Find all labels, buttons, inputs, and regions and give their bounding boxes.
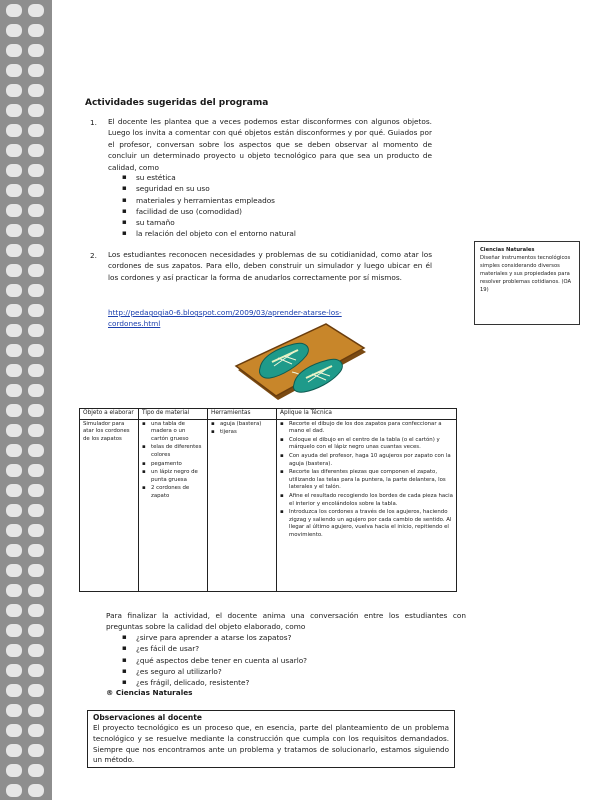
binder-hole [28, 204, 44, 217]
binder-hole [6, 104, 22, 117]
item-1-text: El docente les plantea que a veces podemos estar disconformes con algunos objetos. Luego los invita a comentar con qué objetos están disconformes y por qué. Guiados por el profesor, conversan sobre los aspectos que se deben observar al momento de concluir un determinado proyecto u objeto tecnológico para que sea un producto de calidad, como [108, 117, 432, 172]
binder-hole [28, 464, 44, 477]
binder-hole [6, 84, 22, 97]
list-item: ▪ Con ayuda del profesor, haga 10 agujeros por zapato con la aguja (bastera). [280, 453, 453, 468]
column-header: Objeto a elaborar [80, 409, 139, 420]
binder-hole [28, 584, 44, 597]
binder-hole [28, 144, 44, 157]
list-item: ▪ Introduzca los cordones a través de los agujeros, haciendo zigzag y saliendo un agujero por cada cambio de sentido. Al llegar al último agujero, vuelva hacia el inicio, repitiendo el movimiento. [280, 509, 453, 539]
binder-hole [6, 184, 22, 197]
binder-hole [6, 384, 22, 397]
binder-hole [6, 344, 22, 357]
closing-questions [122, 632, 422, 688]
list-item: ▪ facilidad de uso (comodidad) [122, 206, 422, 217]
binder-hole [6, 244, 22, 257]
binder-hole [6, 304, 22, 317]
binder-hole [28, 84, 44, 97]
binder-hole [6, 444, 22, 457]
binder-hole [6, 144, 22, 157]
binder-hole [28, 164, 44, 177]
binder-hole [28, 64, 44, 77]
binder-hole [28, 44, 44, 57]
binder-hole [6, 284, 22, 297]
list-item: ▪ seguridad en su uso [122, 183, 422, 194]
binder-hole [28, 244, 44, 257]
cross-reference-note: ® Ciencias Naturales [106, 688, 193, 697]
sidebar-note-text: Diseñar instrumentos tecnológicos simples considerando diversos materiales y sus propiedades para resolver problemas cotidianos. (OA 19) [480, 255, 572, 293]
binder-hole [28, 444, 44, 457]
binder-hole [6, 4, 22, 17]
shoe-simulator-illustration [232, 322, 370, 404]
list-item: ▪ su estética [122, 172, 422, 183]
list-item: ▪ ¿es fácil de usar? [122, 643, 422, 654]
binder-hole [6, 164, 22, 177]
binder-hole [28, 124, 44, 137]
herramientas-cell [208, 419, 277, 591]
binder-hole [6, 744, 22, 757]
binder-hole [28, 704, 44, 717]
binder-hole [6, 64, 22, 77]
list-item: ▪ ¿es frágil, delicado, resistente? [122, 677, 422, 688]
column-header: Aplique la Técnica [277, 409, 457, 420]
binder-hole [6, 704, 22, 717]
binder-hole [28, 784, 44, 797]
list-item: ▪ telas de diferentes colores [142, 444, 204, 459]
binder-hole [28, 484, 44, 497]
list-item: ▪ aguja (bastera) [211, 421, 273, 429]
observations-box [87, 710, 455, 768]
item-number: 2. [90, 251, 97, 260]
binder-hole [6, 464, 22, 477]
tecnica-cell [277, 419, 457, 591]
binder-hole [28, 504, 44, 517]
list-item: ▪ ¿sirve para aprender a atarse los zapatos? [122, 632, 422, 643]
binder-hole [28, 424, 44, 437]
binder-hole [6, 404, 22, 417]
sidebar-note [474, 241, 580, 325]
closing-text: Para finalizar la actividad, el docente anima una conversación entre los estudiantes con preguntas sobre la calidad del objeto elaborado, como [106, 611, 466, 632]
binder-hole [28, 684, 44, 697]
binder-hole [28, 544, 44, 557]
item-number: 1. [90, 118, 97, 127]
binder-hole [28, 604, 44, 617]
list-item: ▪ su tamaño [122, 217, 422, 228]
item-1-bullets [122, 172, 422, 240]
list-item: ▪ Recorte el dibujo de los dos zapatos para confeccionar a mano el dad. [280, 421, 453, 436]
list-item: ▪ Afine el resultado recogiendo los bordes de cada pieza hacia el interior y encolándolos sobre la tabla. [280, 493, 453, 508]
list-item: ▪ Coloque el dibujo en el centro de la tabla (o el cartón) y márquelo con el lápiz negro unas cuantas veces. [280, 437, 453, 452]
sidebar-note-title: Ciencias Naturales [480, 247, 535, 253]
binder-hole [6, 664, 22, 677]
list-item: ▪ ¿es seguro al utilizarlo? [122, 666, 422, 677]
binder-hole [28, 264, 44, 277]
binder-hole [28, 4, 44, 17]
binder-hole [6, 644, 22, 657]
binder-hole [6, 324, 22, 337]
list-item: ▪ Recorte las diferentes piezas que componen el zapato, utilizando las telas para la puntera, la parte delantera, los laterales y el talón. [280, 469, 453, 492]
table-header-row [80, 409, 457, 420]
binder-hole [28, 564, 44, 577]
binder-strip [0, 0, 52, 800]
item-2-text: Los estudiantes reconocen necesidades y problemas de su cotidianidad, como atar los cordones de sus zapatos. Para ello, deben construir un simulador y luego ubicar en él los cordones y así practicar la forma de anudarlos correctamente por sí mismos. [108, 250, 432, 282]
list-item: ▪ 2 cordones de zapato [142, 485, 204, 500]
technique-table [79, 408, 457, 592]
binder-hole [28, 344, 44, 357]
binder-hole [6, 684, 22, 697]
binder-hole [28, 104, 44, 117]
list-item: ▪ pegamento [142, 461, 204, 469]
binder-hole [28, 364, 44, 377]
binder-hole [28, 624, 44, 637]
binder-hole [28, 664, 44, 677]
observations-text: El proyecto tecnológico es un proceso que, en esencia, parte del planteamiento de un problema tecnológico y se resuelve mediante la construcción que cumpla con los requisitos demandados. Siempre que nos encontramos ante un problema y tratamos de solucionarlo, estamos siguiendo un método. [93, 723, 449, 765]
binder-hole [28, 304, 44, 317]
binder-hole [6, 484, 22, 497]
column-header: Herramientas [208, 409, 277, 420]
objeto-cell: Simulador para atar los cordones de los zapatos [80, 419, 139, 591]
list-item: ▪ un lápiz negro de punta gruesa [142, 469, 204, 484]
binder-hole [28, 764, 44, 777]
binder-hole [28, 404, 44, 417]
binder-hole [28, 644, 44, 657]
binder-hole [6, 44, 22, 57]
section-title: Actividades sugeridas del programa [85, 98, 269, 108]
binder-hole [6, 124, 22, 137]
binder-hole [28, 224, 44, 237]
binder-hole [28, 24, 44, 37]
list-item: ▪ materiales y herramientas empleados [122, 195, 422, 206]
binder-hole [6, 524, 22, 537]
list-item: ▪ la relación del objeto con el entorno natural [122, 228, 422, 239]
binder-hole [6, 764, 22, 777]
binder-hole [6, 204, 22, 217]
binder-hole [6, 224, 22, 237]
binder-hole [28, 184, 44, 197]
binder-hole [6, 624, 22, 637]
binder-hole [28, 724, 44, 737]
binder-hole [28, 284, 44, 297]
binder-hole [6, 264, 22, 277]
list-item: ▪ ¿qué aspectos debe tener en cuenta al usarlo? [122, 655, 422, 666]
binder-hole [6, 544, 22, 557]
binder-hole [6, 724, 22, 737]
table-row [80, 419, 457, 591]
binder-hole [28, 744, 44, 757]
binder-hole [6, 584, 22, 597]
binder-hole [6, 604, 22, 617]
tutorial-link[interactable]: http://pedagogia0-6.blogspot.com/2009/03/aprender-atarse-los-cordones.html [108, 308, 342, 328]
binder-hole [28, 384, 44, 397]
list-item: ▪ tijeras [211, 429, 273, 437]
binder-hole [28, 524, 44, 537]
binder-hole [6, 504, 22, 517]
binder-hole [28, 324, 44, 337]
binder-hole [6, 364, 22, 377]
binder-hole [6, 24, 22, 37]
binder-hole [6, 564, 22, 577]
materiales-cell [139, 419, 208, 591]
binder-hole [6, 784, 22, 797]
observations-title: Observaciones al docente [93, 713, 202, 722]
column-header: Tipo de material [139, 409, 208, 420]
binder-hole [6, 424, 22, 437]
list-item: ▪ una tabla de madera o un cartón grueso [142, 421, 204, 444]
